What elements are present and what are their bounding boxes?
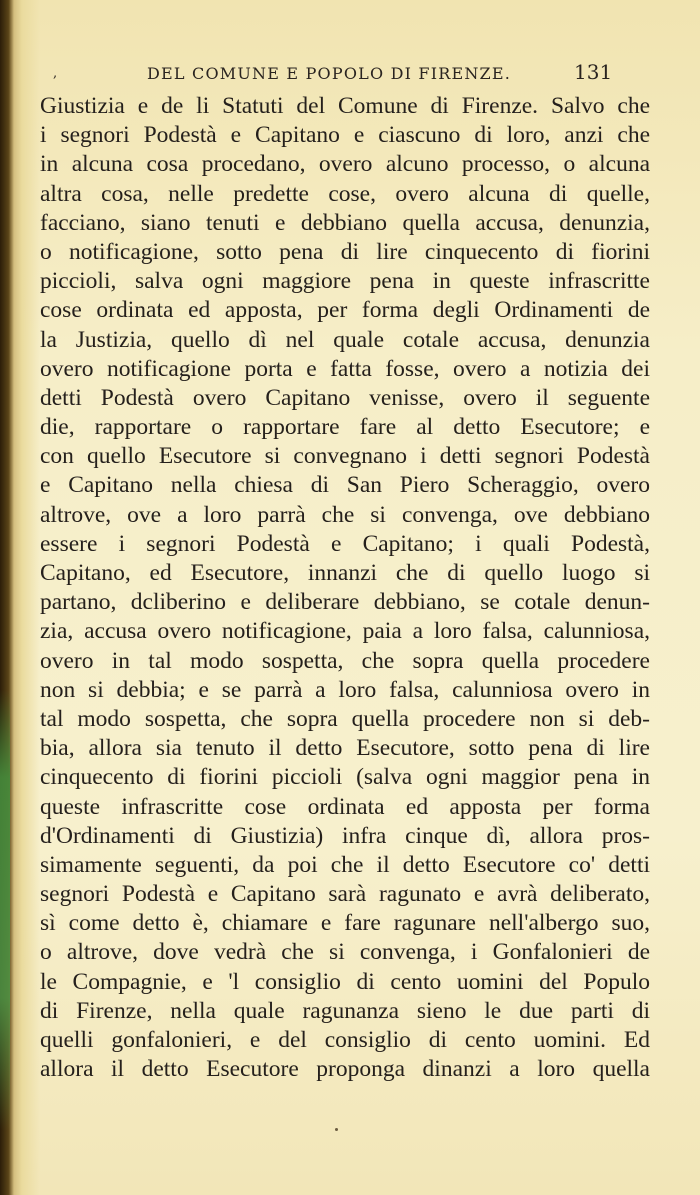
- text-line: sì come detto è, chiamare e fare ragunare nell'albergo suo,: [40, 910, 650, 937]
- text-line: overo notificagione porta e fatta fosse, overo a notizia dei: [40, 355, 650, 382]
- text-line: in alcuna cosa procedano, overo alcuno processo, o alcuna: [40, 151, 650, 178]
- text-line: allora il detto Esecutore proponga dinanzi a loro quella: [40, 1056, 650, 1083]
- text-line: altrove, ove a loro parrà che si convenga, ove debbiano: [40, 501, 650, 528]
- spine-binding-edge: [0, 690, 10, 1130]
- text-line: piccioli, salva ogni maggiore pena in queste infrascritte: [40, 268, 650, 295]
- text-line: partano, dcliberino e deliberare debbiano, se cotale denun-: [40, 589, 650, 616]
- text-line: queste infrascritte cose ordinata ed apposta per forma: [40, 793, 650, 820]
- text-line: quelli gonfalonieri, e del consiglio di cento uomini. Ed: [40, 1027, 650, 1053]
- text-line: d'Ordinamenti di Giustizia) infra cinque dì, allora pros-: [40, 822, 650, 849]
- text-line: la Justizia, quello dì nel quale cotale accusa, denunzia: [40, 326, 650, 353]
- text-line: die, rapportare o rapportare fare al detto Esecutore; e: [40, 414, 650, 441]
- text-line: con quello Esecutore si convegnano i detti segnori Podestà: [40, 443, 650, 470]
- text-line: di Firenze, nella quale ragunanza sieno le due parti di: [40, 997, 650, 1024]
- running-head: DEL COMUNE E POPOLO DI FIRENZE.: [147, 64, 512, 83]
- page-number: 131: [574, 60, 613, 84]
- text-line: cose ordinata ed apposta, per forma degli Ordinamenti de: [40, 297, 650, 324]
- header-mark: ,: [53, 66, 58, 81]
- text-line: zia, accusa overo notificagione, paia a loro falsa, calunniosa,: [40, 618, 650, 645]
- text-line: o notificagione, sotto pena di lire cinquecento di fiorini: [40, 238, 650, 265]
- text-line: cinquecento di fiorini piccioli (salva ogni maggior pena in: [40, 764, 650, 791]
- text-line: e Capitano nella chiesa di San Piero Scheraggio, overo: [40, 472, 650, 499]
- page-header: [0, 60, 700, 90]
- text-line: detti Podestà overo Capitano venisse, overo il seguente: [40, 384, 650, 411]
- body-text: [40, 92, 650, 1084]
- text-line: Capitano, ed Esecutore, innanzi che di quello luogo si: [40, 560, 650, 586]
- text-line: i segnori Podestà e Capitano e ciascuno di loro, anzi che: [40, 122, 650, 149]
- text-line: Giustizia e de li Statuti del Comune di Firenze. Salvo che: [40, 93, 650, 119]
- text-line: facciano, siano tenuti e debbiano quella accusa, denunzia,: [40, 209, 650, 236]
- page-speck: [335, 1128, 338, 1131]
- text-line: le Compagnie, e 'l consiglio di cento uomini del Populo: [40, 968, 650, 995]
- text-line: segnori Podestà e Capitano sarà ragunato e avrà deliberato,: [40, 881, 650, 908]
- text-line: o altrove, dove vedrà che si convenga, i Gonfalonieri de: [40, 939, 650, 966]
- text-line: non si debbia; e se parrà a loro falsa, calunniosa overo in: [40, 676, 650, 703]
- text-line: simamente seguenti, da poi che il detto Esecutore co' detti: [40, 851, 650, 878]
- text-line: overo in tal modo sospetta, che sopra quella procedere: [40, 647, 650, 674]
- text-line: tal modo sospetta, che sopra quella procedere non si deb-: [40, 705, 650, 732]
- text-line: essere i segnori Podestà e Capitano; i quali Podestà,: [40, 530, 650, 557]
- text-line: altra cosa, nelle predette cose, overo alcuna di quelle,: [40, 180, 650, 207]
- text-line: bia, allora sia tenuto il detto Esecutore, sotto pena di lire: [40, 735, 650, 762]
